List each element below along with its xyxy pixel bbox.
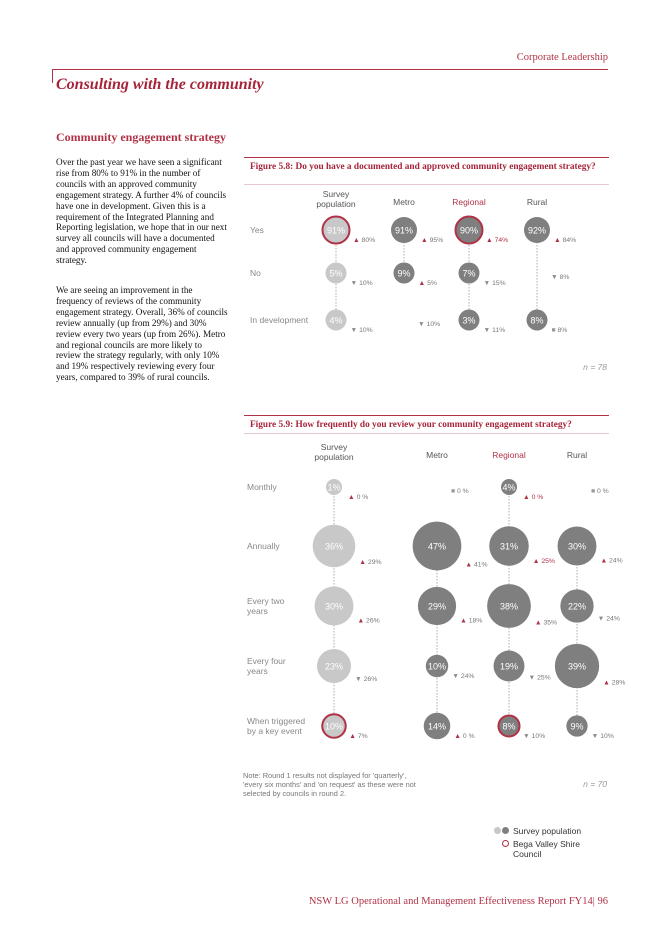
fig59-value-every-four-years-rural: 39% xyxy=(567,661,587,672)
fig58-value-in-development-rural: 8% xyxy=(530,315,544,326)
fig59-value-every-two-years-regional: 38% xyxy=(499,601,519,612)
fig59-change-every-two-years-regional: ▲ 35% xyxy=(534,619,558,627)
fig58-value-no-metro: 9% xyxy=(397,268,411,279)
fig59-change-monthly-survey-population: ▲ 0 % xyxy=(348,494,369,501)
fig59-value-every-four-years-survey-population: 23% xyxy=(324,661,344,672)
fig59-value-annually-metro: 47% xyxy=(427,541,447,552)
fig59-row-label-every-two-years-0: Every two xyxy=(247,596,285,606)
fig59-value-monthly-regional: 4% xyxy=(502,482,516,493)
fig59-row-label-every-four-years-1: years xyxy=(247,666,268,676)
body-paragraph-1: Over the past year we have seen a significant rise from 80% to 91% in the number of councils with an approved community engagement strategy. A further 4% of councils have one in development. Given this is a requirement of the Integrated Planning and Reporting legislation, we hope that in our next survey all councils will have a documented and approved community engagement strategy. xyxy=(56,157,227,266)
figure-5-8-title: Figure 5.8: Do you have a documented and approved community engagement strategy? xyxy=(250,162,596,172)
fig59-change-annually-regional: ▲ 25% xyxy=(532,557,555,565)
fig58-row-label-yes: Yes xyxy=(250,225,264,235)
fig59-n-label: n = 70 xyxy=(583,779,607,789)
fig58-change-no-survey-population: ▼ 10% xyxy=(350,280,373,287)
fig58-n-label: n = 78 xyxy=(583,362,607,372)
legend-council-ring xyxy=(502,840,509,847)
fig59-change-when-triggered-by-a-key-event-rural: ▼ 10% xyxy=(591,733,614,740)
fig59-change-every-four-years-metro: ▼ 24% xyxy=(452,673,475,680)
fig59-value-annually-regional: 31% xyxy=(499,541,519,552)
fig58-change-yes-metro: ▲ 95% xyxy=(421,237,444,244)
figure-5-9-note: Note: Round 1 results not displayed for 'quarterly', 'every six months' and 'on request' as these were not selected by councils in round 2. xyxy=(243,771,416,798)
fig58-change-no-metro: ▲ 5% xyxy=(418,280,437,287)
fig58-value-in-development-survey-population: 4% xyxy=(329,315,343,326)
fig59-change-every-two-years-metro: ▲ 18% xyxy=(460,617,483,625)
fig58-change-yes-survey-population: ▲ 80% xyxy=(353,237,376,244)
fig59-row-label-when-triggered-by-a-key-event-1: by a key event xyxy=(247,726,302,736)
fig59-col-header-regional: Regional xyxy=(492,450,526,460)
fig59-change-annually-rural: ▲ 24% xyxy=(600,557,623,565)
fig59-change-monthly-regional: ▲ 0 % xyxy=(523,494,544,501)
legend xyxy=(494,826,593,862)
fig58-change-in-development-survey-population: ▼ 10% xyxy=(350,327,373,334)
fig58-value-no-regional: 7% xyxy=(462,268,476,279)
fig59-col-header-metro: Metro xyxy=(426,450,448,460)
fig59-change-when-triggered-by-a-key-event-metro: ▲ 0 % xyxy=(454,733,475,740)
fig59-change-monthly-metro: ■ 0 % xyxy=(451,488,469,495)
fig59-value-when-triggered-by-a-key-event-regional: 8% xyxy=(502,721,516,732)
fig58-row-label-in-development: In development xyxy=(250,315,309,325)
fig58-value-yes-regional: 90% xyxy=(459,225,479,236)
fig59-change-when-triggered-by-a-key-event-survey-population: ▲ 7% xyxy=(349,733,368,740)
fig58-value-yes-survey-population: 91% xyxy=(326,225,346,236)
legend-survey-dot-light xyxy=(494,827,501,834)
fig58-value-yes-rural: 92% xyxy=(527,225,547,236)
fig58-change-no-regional: ▼ 15% xyxy=(483,280,506,287)
fig59-col-header-survey-population-0: Survey xyxy=(320,442,348,452)
fig59-row-label-annually: Annually xyxy=(247,541,280,551)
fig59-col-header-survey-population-1: population xyxy=(314,452,354,462)
legend-survey-label: Survey population xyxy=(513,826,582,836)
fig58-col-header-rural: Rural xyxy=(526,197,548,207)
fig59-change-every-two-years-rural: ▼ 24% xyxy=(597,615,620,623)
section-heading: Community engagement strategy xyxy=(56,130,226,144)
fig58-change-in-development-rural: ■ 8% xyxy=(551,327,568,334)
fig59-change-when-triggered-by-a-key-event-regional: ▼ 10% xyxy=(523,733,546,740)
fig58-value-yes-metro: 91% xyxy=(394,225,414,236)
legend-council xyxy=(494,839,593,859)
page-footer: NSW LG Operational and Management Effectiveness Report FY14| 96 xyxy=(308,896,608,907)
fig58-col-header-metro: Metro xyxy=(393,197,415,207)
fig58-col-header-survey-population-1: population xyxy=(316,199,356,209)
fig58-value-no-survey-population: 5% xyxy=(329,268,343,279)
fig59-value-every-four-years-metro: 10% xyxy=(427,661,447,672)
fig59-value-when-triggered-by-a-key-event-rural: 9% xyxy=(570,721,584,732)
fig58-change-in-development-regional: ▼ 11% xyxy=(483,327,506,334)
fig59-change-annually-survey-population: ▲ 29% xyxy=(359,558,382,566)
fig58-change-in-development-metro: ▼ 10% xyxy=(418,321,441,328)
fig59-row-label-every-two-years-1: years xyxy=(247,606,268,616)
fig59-row-label-every-four-years-0: Every four xyxy=(247,656,286,666)
fig59-change-every-two-years-survey-population: ▲ 26% xyxy=(357,617,380,625)
fig59-col-header-rural: Rural xyxy=(566,450,588,460)
fig59-row-label-monthly: Monthly xyxy=(247,482,277,492)
fig59-change-annually-metro: ▲ 41% xyxy=(465,561,488,569)
fig58-value-in-development-regional: 3% xyxy=(462,315,476,326)
fig59-change-every-four-years-rural: ▲ 28% xyxy=(603,679,626,687)
fig59-value-when-triggered-by-a-key-event-survey-population: 10% xyxy=(324,721,344,732)
fig58-change-no-rural: ▼ 8% xyxy=(551,274,570,281)
fig59-value-when-triggered-by-a-key-event-metro: 14% xyxy=(427,721,447,732)
fig59-value-annually-rural: 30% xyxy=(567,541,587,552)
fig59-change-every-four-years-regional: ▼ 25% xyxy=(528,674,551,682)
figure-5-9-title: Figure 5.9: How frequently do you review your community engagement strategy? xyxy=(250,420,572,430)
fig58-col-header-regional: Regional xyxy=(452,197,486,207)
fig59-value-every-two-years-rural: 22% xyxy=(567,601,587,612)
fig59-value-annually-survey-population: 36% xyxy=(324,541,344,552)
fig59-value-monthly-survey-population: 1% xyxy=(327,482,341,493)
section-header: Corporate Leadership xyxy=(516,52,608,63)
fig59-row-label-when-triggered-by-a-key-event-0: When triggered xyxy=(247,716,306,726)
fig58-change-yes-rural: ▲ 84% xyxy=(554,237,577,244)
fig59-change-every-four-years-survey-population: ▼ 26% xyxy=(355,675,378,683)
fig58-row-label-no: No xyxy=(250,268,261,278)
fig59-value-every-two-years-metro: 29% xyxy=(427,601,447,612)
fig59-change-monthly-rural: ■ 0 % xyxy=(591,488,609,495)
legend-survey-dot-dark xyxy=(502,827,509,834)
legend-council-label: Bega Valley Shire Council xyxy=(513,839,580,859)
fig59-value-every-four-years-regional: 19% xyxy=(499,661,519,672)
fig59-value-every-two-years-survey-population: 30% xyxy=(324,601,344,612)
fig58-col-header-survey-population-0: Survey xyxy=(322,189,350,199)
legend-survey xyxy=(494,826,593,836)
page-title: Consulting with the community xyxy=(56,76,264,93)
body-paragraph-2: We are seeing an improvement in the frequency of reviews of the community engagement strategy. Overall, 36% of councils review annually (up from 29%) and 30% review every two years (up from 26%). Metro and regional councils are more likely to review the strategy regularly, with only 10% and 19% respectively reviewing every four years, compared to 39% of rural councils. xyxy=(56,285,228,383)
fig58-change-yes-regional: ▲ 74% xyxy=(486,237,509,244)
